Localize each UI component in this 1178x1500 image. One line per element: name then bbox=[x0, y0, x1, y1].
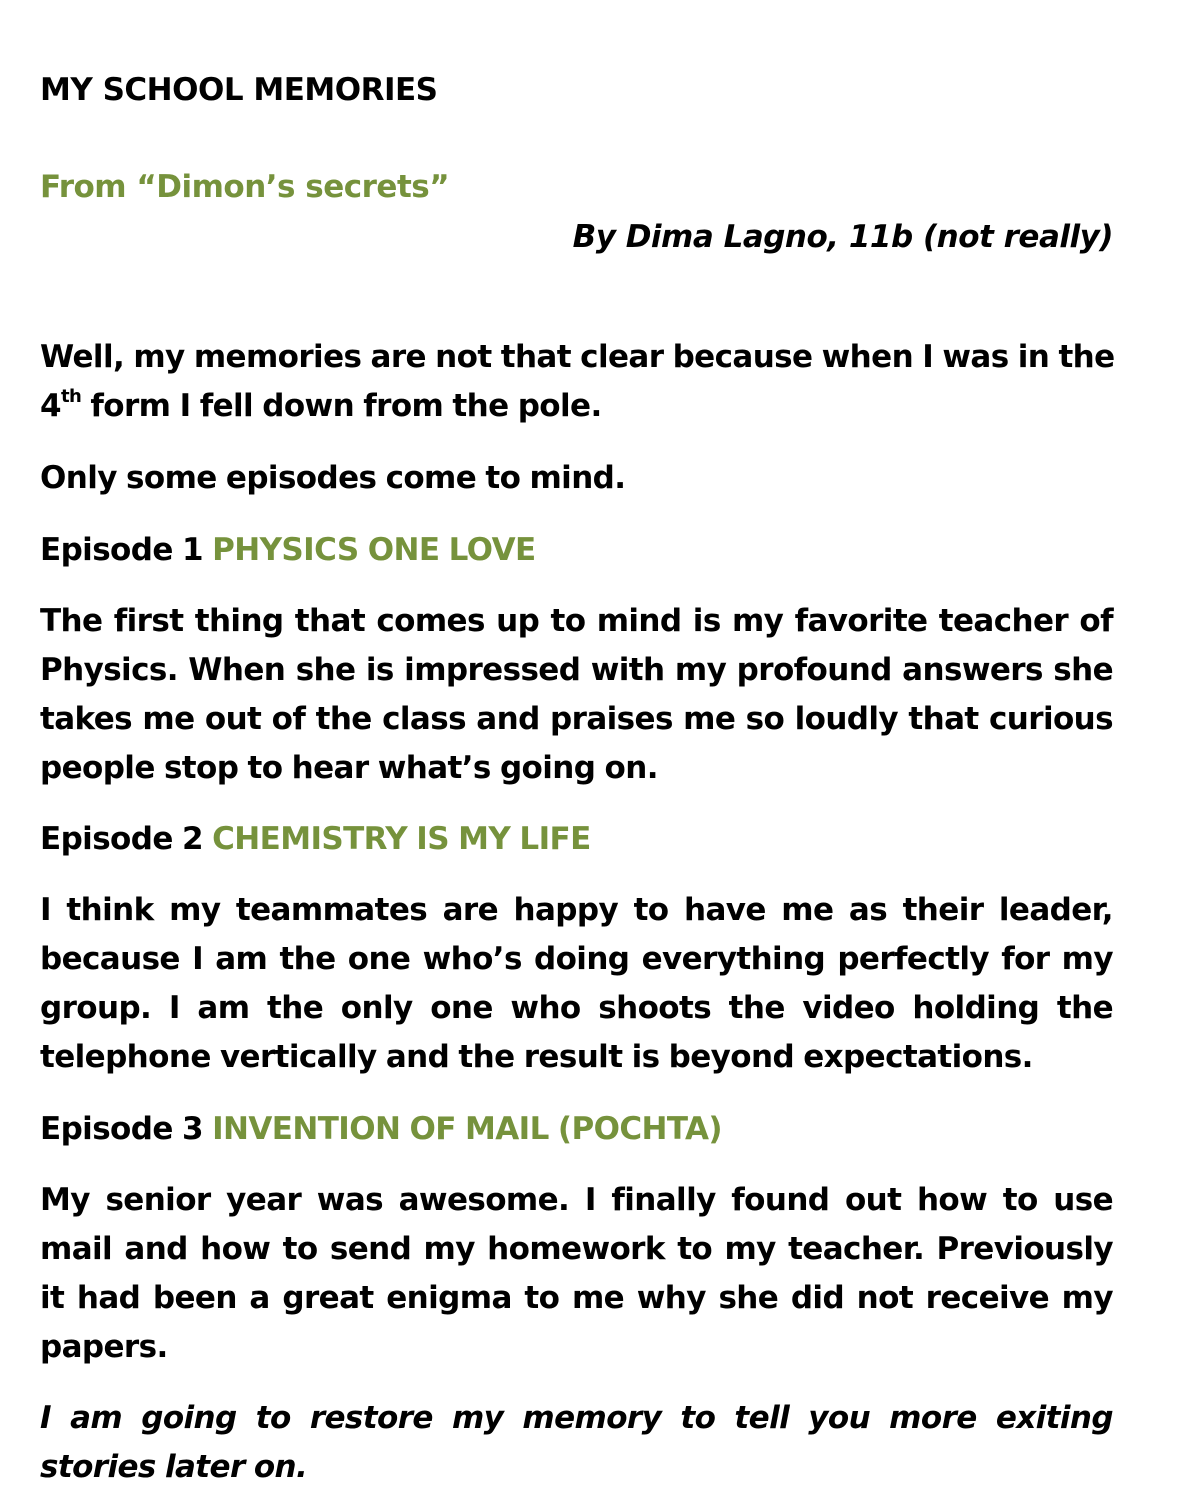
author-byline: By Dima Lagno, 11b (not really) bbox=[572, 219, 1113, 255]
intro-line-2-rest: form I fell down from the pole. bbox=[81, 388, 602, 424]
lead-paragraph: Only some episodes come to mind. bbox=[40, 460, 626, 496]
intro-form-number: 4 bbox=[40, 388, 61, 424]
episode-2-heading bbox=[40, 815, 1113, 864]
episode-3-title: INVENTION OF MAIL (POCHTA) bbox=[212, 1111, 722, 1147]
document-subtitle: From “Dimon’s secrets” bbox=[40, 169, 450, 205]
intro-line-1: Well, my memories are not that clear because when I was in the bbox=[40, 339, 1115, 375]
intro-paragraph bbox=[40, 333, 1113, 431]
episode-1-title: PHYSICS ONE LOVE bbox=[212, 532, 536, 568]
intro-form-ordinal: th bbox=[60, 386, 82, 407]
episode-3-label: Episode 3 bbox=[40, 1111, 213, 1147]
episode-2-label: Episode 2 bbox=[40, 821, 213, 857]
closing-paragraph: I am going to restore my memory to tell you more exiting stories later on. bbox=[40, 1400, 1113, 1485]
episode-1-text: The first thing that comes up to mind is my favorite teacher of Physics. When she is impressed with my profound answers she takes me out of the class and praises me so loudly that curious people stop to hear what’s going on. bbox=[40, 603, 1113, 786]
episode-2-text: I think my teammates are happy to have me as their leader, because I am the one who’s doing everything perfectly for my group. I am the only one who shoots the video holding the telephone vertically and the result is beyond expectations. bbox=[40, 892, 1113, 1075]
episode-1-label: Episode 1 bbox=[40, 532, 213, 568]
episode-3-heading bbox=[40, 1105, 1113, 1154]
document-title: MY SCHOOL MEMORIES bbox=[40, 72, 438, 108]
intro-line-2 bbox=[40, 382, 1113, 431]
episode-1-heading bbox=[40, 526, 1113, 575]
episode-2-title: CHEMISTRY IS MY LIFE bbox=[212, 821, 591, 857]
document-page bbox=[40, 0, 1113, 1500]
episode-3-text: My senior year was awesome. I finally found out how to use mail and how to send my homework to my teacher. Previously it had been a great enigma to me why she did not receive my papers. bbox=[40, 1182, 1113, 1365]
